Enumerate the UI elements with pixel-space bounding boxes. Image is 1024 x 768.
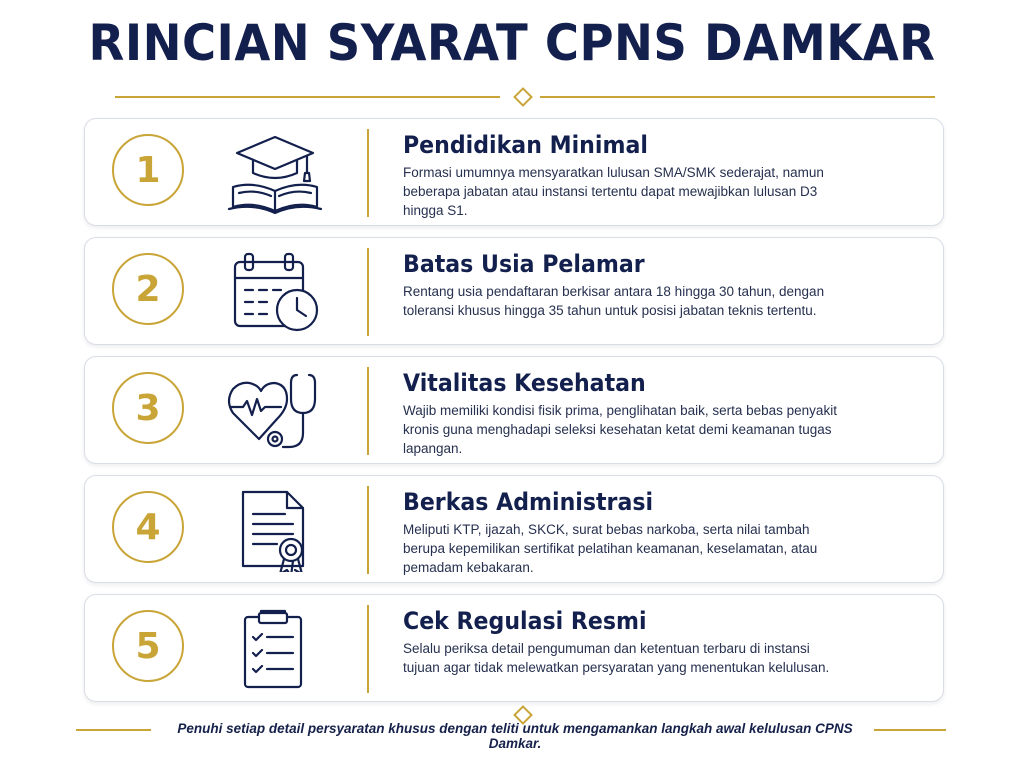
card-title: Berkas Administrasi xyxy=(403,488,654,516)
card-description: Formasi umumnya mensyaratkan lulusan SMA/SMK sederajat, namun beberapa jabatan atau instansi tertentu dapat mewajibkan lulusan D3 hingga S1. xyxy=(403,165,824,218)
requirement-card-3 xyxy=(84,356,944,464)
step-number-badge: 2 xyxy=(112,253,184,325)
card-title: Pendidikan Minimal xyxy=(403,131,648,159)
requirement-card-5 xyxy=(84,594,944,702)
calendar-clock-icon xyxy=(225,250,325,334)
card-description: Rentang usia pendaftaran berkisar antara 18 hingga 30 tahun, dengan toleransi khusus hingga 35 tahun untuk posisi jabatan teknis tertentu. xyxy=(403,284,825,318)
document-certificate-icon xyxy=(225,488,325,572)
title-divider xyxy=(115,88,935,106)
divider-diamond xyxy=(513,87,533,107)
card-title: Vitalitas Kesehatan xyxy=(403,369,646,397)
card-description: Meliputi KTP, ijazah, SKCK, surat bebas narkoba, serta nilai tambah berupa kepemilikan sertifikat pelatihan keamanan, keselamatan, atau pemadam kebakaran. xyxy=(403,522,818,575)
step-number-badge: 1 xyxy=(112,134,184,206)
card-title: Cek Regulasi Resmi xyxy=(403,607,647,635)
card-description: Selalu periksa detail pengumuman dan ketentuan terbaru di instansi tujuan agar tidak melewatkan persyaratan yang menentukan kelulusan. xyxy=(403,641,830,675)
footer-divider-left xyxy=(76,729,151,731)
clipboard-checklist-icon xyxy=(225,607,325,691)
requirement-card-4 xyxy=(84,475,944,583)
step-number-badge: 4 xyxy=(112,491,184,563)
footer-note: Penuhi setiap detail persyaratan khusus dengan teliti untuk mengamankan langkah awal kelulusan CPNS Damkar. xyxy=(177,721,853,751)
heart-stethoscope-icon xyxy=(225,369,325,453)
card-description: Wajib memiliki kondisi fisik prima, penglihatan baik, serta bebas penyakit kronis guna menghadapi seleksi kesehatan ketat demi keamanan tugas lapangan. xyxy=(403,403,837,456)
requirement-card-2 xyxy=(84,237,944,345)
page-title: RINCIAN SYARAT CPNS DAMKAR xyxy=(88,14,936,72)
step-number-badge: 3 xyxy=(112,372,184,444)
step-number-badge: 5 xyxy=(112,610,184,682)
footer-divider-right xyxy=(874,729,946,731)
graduation-cap-book-icon xyxy=(225,131,325,215)
requirement-card-1 xyxy=(84,118,944,226)
card-title: Batas Usia Pelamar xyxy=(403,250,645,278)
